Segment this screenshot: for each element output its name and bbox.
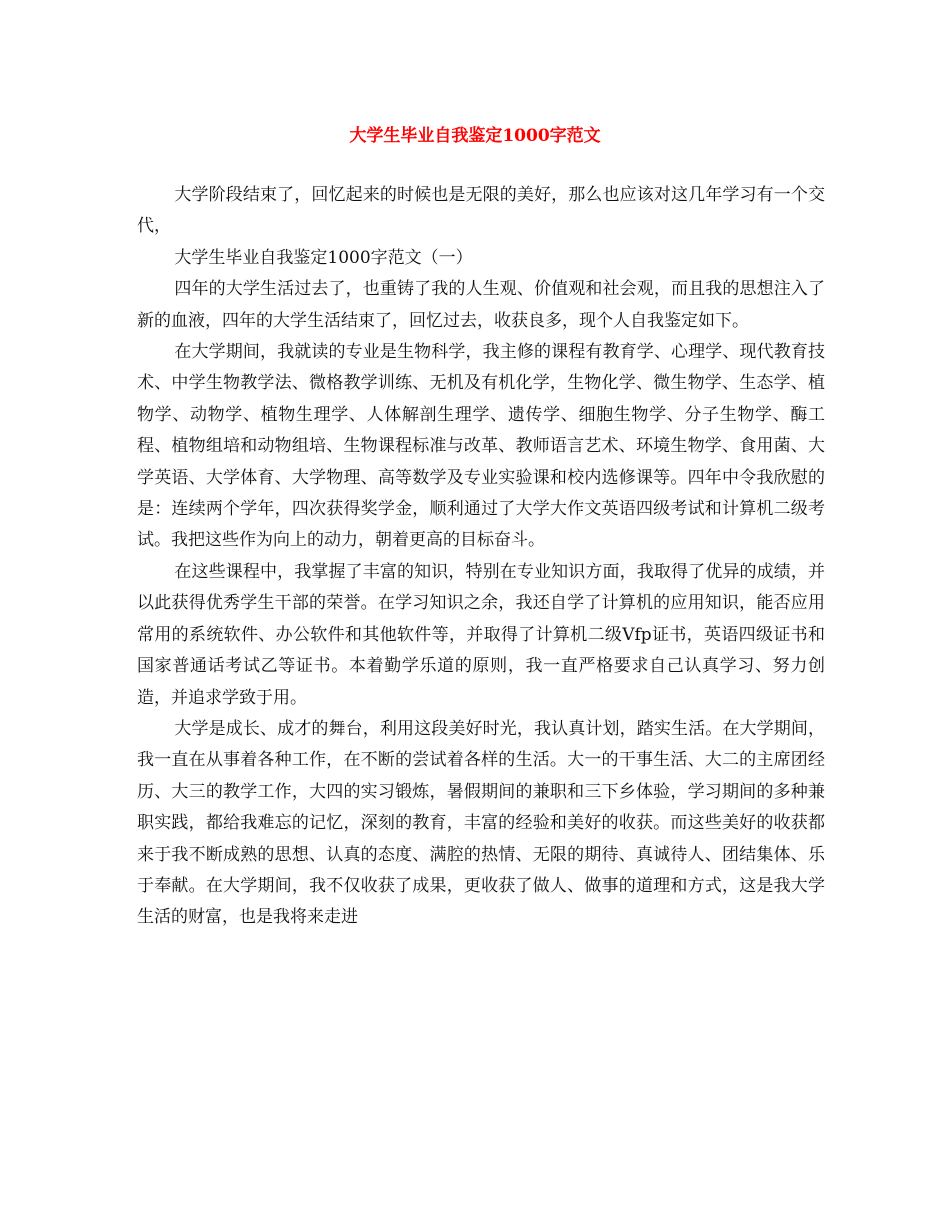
paragraph-intro: 大学阶段结束了，回忆起来的时候也是无限的美好，那么也应该对这几年学习有一个交代， — [137, 185, 825, 237]
paragraph-section-heading: 大学生毕业自我鉴定1000字范文（一） — [174, 247, 473, 268]
paragraph-overview: 四年的大学生活过去了，也重铸了我的人生观、价值观和社会观，而且我的思想注入了新的血液，四年的大学生活结束了，回忆过去，收获良多，现个人自我鉴定如下。 — [137, 279, 825, 331]
document-title: 大学生毕业自我鉴定1000字范文 — [349, 126, 601, 146]
paragraph-achievements: 在这些课程中，我掌握了丰富的知识，特别在专业知识方面，我取得了优异的成绩，并以此获得优秀学生干部的荣誉。在学习知识之余，我还自学了计算机的应用知识，能否应用常用的系统软件、办公软件和其他软件等，并取得了计算机二级Vfp证书，英语四级证书和国家普通话考试乙等证书。本着勤学乐道的原则，我一直严格要求自己认真学习、努力创造，并追求学致于用。 — [137, 561, 825, 708]
document-body — [137, 180, 825, 934]
paragraph-courses: 在大学期间，我就读的专业是生物科学，我主修的课程有教育学、心理学、现代教育技术、中学生物教学法、微格教学训练、无机及有机化学，生物化学、微生物学、生态学、植物学、动物学、植物生理学、人体解剖生理学、遗传学、细胞生物学、分子生物学、酶工程、植物组培和动物组培、生物课程标准与改革、教师语言艺术、环境生物学、食用菌、大学英语、大学体育、大学物理、高等数学及专业实验课和校内选修课等。四年中令我欣慰的是：连续两个学年，四次获得奖学金，顺利通过了大学大作文英语四级考试和计算机二级考试。我把这些作为向上的动力，朝着更高的目标奋斗。 — [137, 342, 825, 551]
paragraph-growth: 大学是成长、成才的舞台，利用这段美好时光，我认真计划，踏实生活。在大学期间，我一直在从事着各种工作，在不断的尝试着各样的生活。大一的干事生活、大二的主席团经历、大三的教学工作，大四的实习锻炼，暑假期间的兼职和三下乡体验，学习期间的多种兼职实践，都给我难忘的记忆，深刻的教育，丰富的经验和美好的收获。而这些美好的收获都来于我不断成熟的思想、认真的态度、满腔的热情、无限的期待、真诚待人、团结集体、乐于奉献。在大学期间，我不仅收获了成果，更收获了做人、做事的道理和方式，这是我大学生活的财富，也是我将来走进 — [137, 718, 825, 928]
